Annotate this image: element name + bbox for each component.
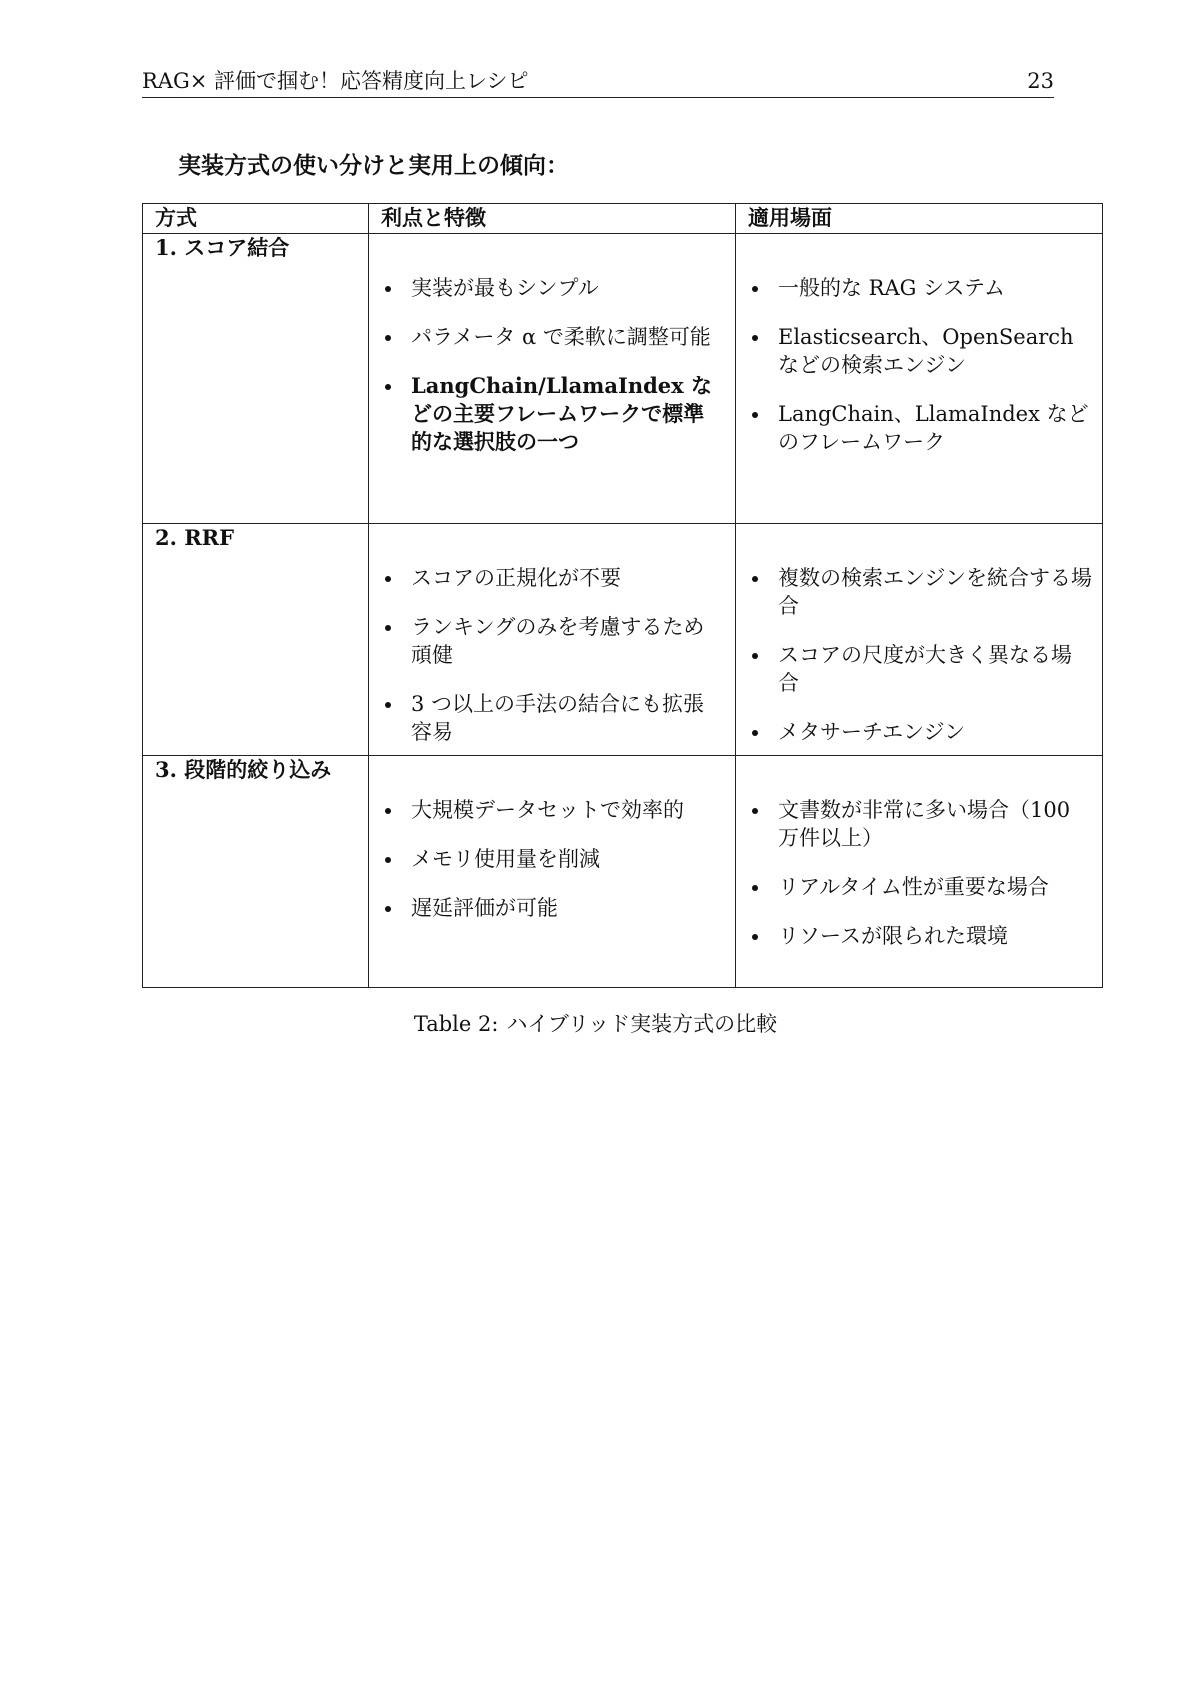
list-item: LangChain、LlamaIndex などのフレームワーク: [748, 400, 1092, 456]
use-cases-list: [748, 234, 1092, 464]
list-item: メタサーチエンジン: [748, 718, 1092, 746]
list-item: 複数の検索エンジンを統合する場合: [748, 564, 1092, 620]
method-cell: 2. RRF: [143, 524, 369, 756]
bullet-icon: [752, 653, 758, 659]
advantages-cell: [369, 524, 736, 756]
list-item: パラメータ α で柔軟に調整可能: [381, 323, 725, 351]
use-cases-list: [748, 756, 1092, 958]
list-item: Elasticsearch、OpenSearch などの検索エンジン: [748, 323, 1092, 379]
list-item: 大規模データセットで効率的: [381, 796, 725, 824]
advantages-cell: [369, 756, 736, 988]
use-cases-cell: [736, 524, 1103, 756]
column-header-advantages: 利点と特徴: [369, 204, 736, 234]
advantages-list: [381, 756, 725, 930]
list-item: スコアの正規化が不要: [381, 564, 725, 592]
comparison-table: [142, 203, 1103, 988]
running-title: RAG× 評価で掴む！応答精度向上レシピ: [142, 69, 529, 93]
bullet-icon: [752, 412, 758, 418]
bullet-icon: [385, 808, 391, 814]
list-item: 一般的な RAG システム: [748, 274, 1092, 302]
method-cell: 1. スコア結合: [143, 234, 369, 524]
bullet-icon: [385, 702, 391, 708]
bullet-icon: [752, 335, 758, 341]
caption-text: ハイブリッド実装方式の比較: [506, 1012, 778, 1036]
bullet-icon: [385, 625, 391, 631]
advantages-list: [381, 234, 725, 464]
table-row: [143, 234, 1103, 524]
table-row: [143, 756, 1103, 988]
list-item: 実装が最もシンプル: [381, 274, 725, 302]
column-header-use-cases: 適用場面: [736, 204, 1103, 234]
table-row: [143, 524, 1103, 756]
bullet-icon: [385, 384, 391, 390]
section-heading: 実装方式の使い分けと実用上の傾向：: [178, 152, 569, 179]
use-cases-cell: [736, 234, 1103, 524]
list-item: ランキングのみを考慮するため頑健: [381, 613, 725, 669]
bullet-icon: [385, 906, 391, 912]
list-item: リソースが限られた環境: [748, 922, 1092, 950]
list-item: 3 つ以上の手法の結合にも拡張容易: [381, 690, 725, 746]
use-cases-list: [748, 524, 1092, 754]
bullet-icon: [752, 286, 758, 292]
use-cases-cell: [736, 756, 1103, 988]
list-item: LangChain/LlamaIndex などの主要フレームワークで標準的な選択肢の一つ: [381, 372, 725, 456]
list-item: リアルタイム性が重要な場合: [748, 873, 1092, 901]
bullet-icon: [385, 857, 391, 863]
caption-label: Table 2:: [413, 1012, 499, 1036]
bullet-icon: [752, 808, 758, 814]
advantages-cell: [369, 234, 736, 524]
bullet-icon: [385, 335, 391, 341]
list-item: メモリ使用量を削減: [381, 845, 725, 873]
column-header-method: 方式: [143, 204, 369, 234]
bullet-icon: [385, 286, 391, 292]
bullet-icon: [385, 576, 391, 582]
advantages-list: [381, 524, 725, 754]
method-cell: 3. 段階的絞り込み: [143, 756, 369, 988]
table-caption: [0, 1010, 1191, 1038]
table-header-row: [143, 204, 1103, 234]
bullet-icon: [752, 885, 758, 891]
bullet-icon: [752, 934, 758, 940]
bullet-icon: [752, 730, 758, 736]
page-header: [142, 66, 1054, 98]
page-number: 23: [1027, 69, 1054, 93]
list-item: 文書数が非常に多い場合（100 万件以上）: [748, 796, 1092, 852]
list-item: スコアの尺度が大きく異なる場合: [748, 641, 1092, 697]
list-item: 遅延評価が可能: [381, 894, 725, 922]
bullet-icon: [752, 576, 758, 582]
